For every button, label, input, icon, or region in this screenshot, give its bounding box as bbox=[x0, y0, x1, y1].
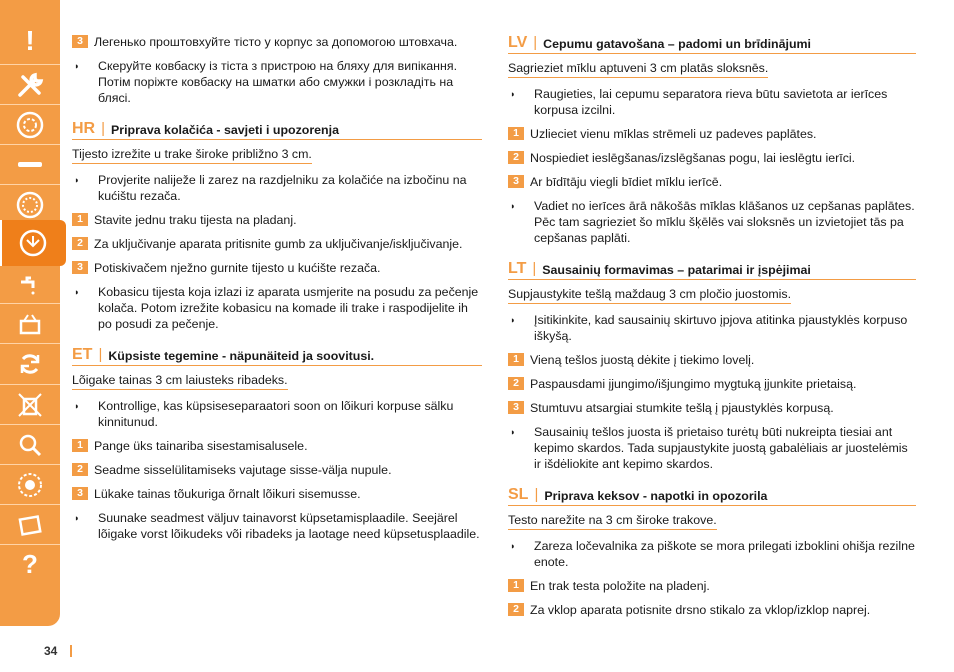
lv-lang-code: LV bbox=[508, 34, 528, 51]
sidebar-item-disposal[interactable] bbox=[0, 506, 60, 543]
lv-step-3: 3 Ar bīdītāju viegli bīdiet mīklu ierīcē. bbox=[508, 174, 916, 190]
cookie-press-icon bbox=[18, 228, 48, 258]
et-bullet-1: ◗ Kontrollige, kas küpsiseseparaatori soon on lõikuri korpuse sälku kinnitunud. bbox=[74, 399, 454, 429]
lt-bullet-2: ◗ Sausainių tešlos juosta iš prietaiso turėtų būti nukreipta tiesiai ant kepimo skardos. Tada supjaustykite juostą gabalėliais ar juostelėmis ir išdėliokite ant kepimo skardos. bbox=[510, 425, 908, 471]
et-step-3: 3 Lükake tainas tõukuriga õrnalt lõikuri sisemusse. bbox=[72, 486, 482, 502]
page-number-divider bbox=[70, 645, 72, 657]
left-column bbox=[72, 34, 482, 550]
section-sidebar bbox=[0, 0, 60, 626]
et-step-2: 2 Seadme sisselülitamiseks vajutage sisse-välja nupule. bbox=[72, 462, 482, 478]
bullet-icon: ◗ bbox=[510, 201, 516, 211]
et-section-title: Küpsiste tegemine - näpunäiteid ja soovitusi. bbox=[108, 349, 375, 363]
sidebar-item-safety[interactable] bbox=[0, 22, 60, 59]
storage-box-icon bbox=[15, 309, 45, 339]
sidebar-item-cleaning[interactable] bbox=[0, 345, 60, 382]
sidebar-item-disc[interactable] bbox=[0, 186, 60, 223]
lv-intro: Sagrieziet mīklu aptuveni 3 cm platās sloksnēs. bbox=[508, 60, 768, 78]
hr-section-title: Priprava kolačića - savjeti i upozorenja bbox=[111, 123, 339, 137]
lv-step-1: 1 Uzlieciet vienu mīklas strēmeli uz padeves paplātes. bbox=[508, 126, 916, 142]
lt-step-1: 1 Vieną tešlos juostą dėkite į tiekimo lovelį. bbox=[508, 352, 916, 368]
sidebar-item-troubleshooting[interactable] bbox=[0, 426, 60, 463]
hr-intro: Tijesto izrežite u trake široke približno 3 cm. bbox=[72, 146, 312, 164]
lt-section-title: Sausainių formavimas – patarimai ir įspėjimai bbox=[542, 263, 811, 277]
bullet-icon: ◗ bbox=[510, 427, 516, 437]
faucet-icon bbox=[15, 270, 45, 300]
sl-step-1: 1 En trak testa položite na pladenj. bbox=[508, 578, 916, 594]
bullet-icon: ◗ bbox=[74, 287, 80, 297]
disposal-box-icon bbox=[15, 510, 45, 540]
hr-step-1: 1 Stavite jednu traku tijesta na pladanj. bbox=[72, 212, 482, 228]
sl-step-2: 2 Za vklop aparata potisnite drsno stikalo za vklop/izklop naprej. bbox=[508, 602, 916, 618]
et-lang-code: ET bbox=[72, 346, 93, 363]
bullet-icon: ◗ bbox=[74, 175, 80, 185]
lt-step-3: 3 Stumtuvu atsargiai stumkite tešlą į pjaustyklės korpusą. bbox=[508, 400, 916, 416]
disc-icon bbox=[15, 190, 45, 220]
exclamation-icon: ! bbox=[25, 24, 35, 56]
lt-step-2: 2 Paspausdami įjungimo/išjungimo mygtuką įjunkite prietaisą. bbox=[508, 376, 916, 392]
lt-lang-code: LT bbox=[508, 260, 527, 277]
right-column bbox=[508, 34, 916, 626]
sidebar-item-environment[interactable] bbox=[0, 386, 60, 423]
tools-icon bbox=[15, 71, 45, 101]
sl-bullet-1: ◗ Zareza ločevalnika za piškote se mora prilegati izboklini ohišja rezilne enote. bbox=[510, 539, 915, 569]
sl-section-title: Priprava keksov - napotki in opozorila bbox=[544, 489, 768, 503]
lv-section-title: Cepumu gatavošana – padomi un brīdinājumi bbox=[543, 37, 811, 51]
recycle-arrows-icon bbox=[15, 349, 45, 379]
bullet-icon: ◗ bbox=[74, 61, 80, 71]
sidebar-item-storage[interactable] bbox=[0, 305, 60, 342]
trash-bin-icon bbox=[15, 390, 45, 420]
bar-icon bbox=[15, 150, 45, 180]
bullet-icon: ◗ bbox=[510, 89, 516, 99]
sl-intro: Testo narežite na 3 cm široke trakove. bbox=[508, 512, 717, 530]
guarantee-icon bbox=[15, 470, 45, 500]
magnifier-icon bbox=[15, 430, 45, 460]
et-intro: Lõigake tainas 3 cm laiusteks ribadeks. bbox=[72, 372, 288, 390]
sidebar-item-faucet[interactable] bbox=[0, 266, 60, 303]
sidebar-item-cookie-press[interactable] bbox=[0, 220, 66, 266]
question-icon: ? bbox=[22, 549, 38, 579]
sl-section-header: SL | Priprava keksov - napotki in opozorila bbox=[508, 486, 916, 506]
bullet-icon: ◗ bbox=[74, 401, 80, 411]
lv-section-header: LV | Cepumu gatavošana – padomi un brīdinājumi bbox=[508, 34, 916, 54]
blade-disc-icon bbox=[15, 110, 45, 140]
lv-bullet-1: ◗ Raugieties, lai cepumu separatora rieva būtu savietota ar ierīces korpusa izcilni. bbox=[510, 87, 888, 117]
lv-step-2: 2 Nospiediet ieslēgšanas/izslēgšanas pogu, lai ieslēgtu ierīci. bbox=[508, 150, 916, 166]
bullet-icon: ◗ bbox=[510, 541, 516, 551]
sidebar-item-tools[interactable] bbox=[0, 67, 60, 104]
uk-step-3: 3 Легенько проштовхуйте тісто у корпус за допомогою штовхача. bbox=[72, 34, 482, 50]
sidebar-item-guarantee[interactable] bbox=[0, 466, 60, 503]
sl-lang-code: SL bbox=[508, 486, 529, 503]
hr-bullet-1: ◗ Provjerite naliježe li zarez na razdjelniku za kolačiće na izbočinu na kućištu rezača. bbox=[74, 173, 467, 203]
hr-bullet-2: ◗ Kobasicu tijesta koja izlazi iz aparata usmjerite na posudu za pečenje kolača. Potom izrežite kobasicu na komade ili trake i raspodijelite ih po posudi za pečenje. bbox=[74, 285, 479, 331]
lt-section-header: LT | Sausainių formavimas – patarimai ir įspėjimai bbox=[508, 260, 916, 280]
et-section-header: ET | Küpsiste tegemine - näpunäiteid ja soovitusi. bbox=[72, 346, 482, 366]
bullet-icon: ◗ bbox=[74, 513, 80, 523]
et-step-1: 1 Pange üks tainariba sisestamisalusele. bbox=[72, 438, 482, 454]
hr-section-header: HR | Priprava kolačića - savjeti i upozorenja bbox=[72, 120, 482, 140]
lt-bullet-1: ◗ Įsitikinkite, kad sausainių skirtuvo įpjova atitinka pjaustyklės korpuso iškyšą. bbox=[510, 313, 908, 343]
lt-intro: Supjaustykite tešlą maždaug 3 cm pločio juostomis. bbox=[508, 286, 791, 304]
et-bullet-2: ◗ Suunake seadmest väljuv tainavorst küpsetamisplaadile. Seejärel lõigake vorst lõikudeks või ribadeks ja laotage need küpsetusplaadile. bbox=[74, 511, 480, 541]
hr-lang-code: HR bbox=[72, 120, 96, 137]
sidebar-item-bar[interactable] bbox=[0, 146, 60, 183]
lv-bullet-2: ◗ Vadiet no ierīces ārā nākošās mīklas klāšanos uz cepšanas paplātes. Pēc tam sagrieziet šo mīklu šķēlēs vai sloksnēs un izvietojiet tās pa cepšanas paplāti. bbox=[510, 199, 915, 245]
uk-bullet: ◗ Скеруйте ковбаску із тіста з пристрою на бляху для випікання. Потім поріжте ковбаску на шматки або смужки і розкладіть на блясі. bbox=[74, 59, 458, 105]
hr-step-3: 3 Potiskivačem nježno gurnite tijesto u kućište rezača. bbox=[72, 260, 482, 276]
sidebar-item-blade-disc[interactable] bbox=[0, 106, 60, 143]
page-number: 34 bbox=[44, 644, 58, 658]
sidebar-item-faq[interactable] bbox=[0, 546, 60, 583]
bullet-icon: ◗ bbox=[510, 315, 516, 325]
hr-step-2: 2 Za uključivanje aparata pritisnite gumb za uključivanje/isključivanje. bbox=[72, 236, 482, 252]
